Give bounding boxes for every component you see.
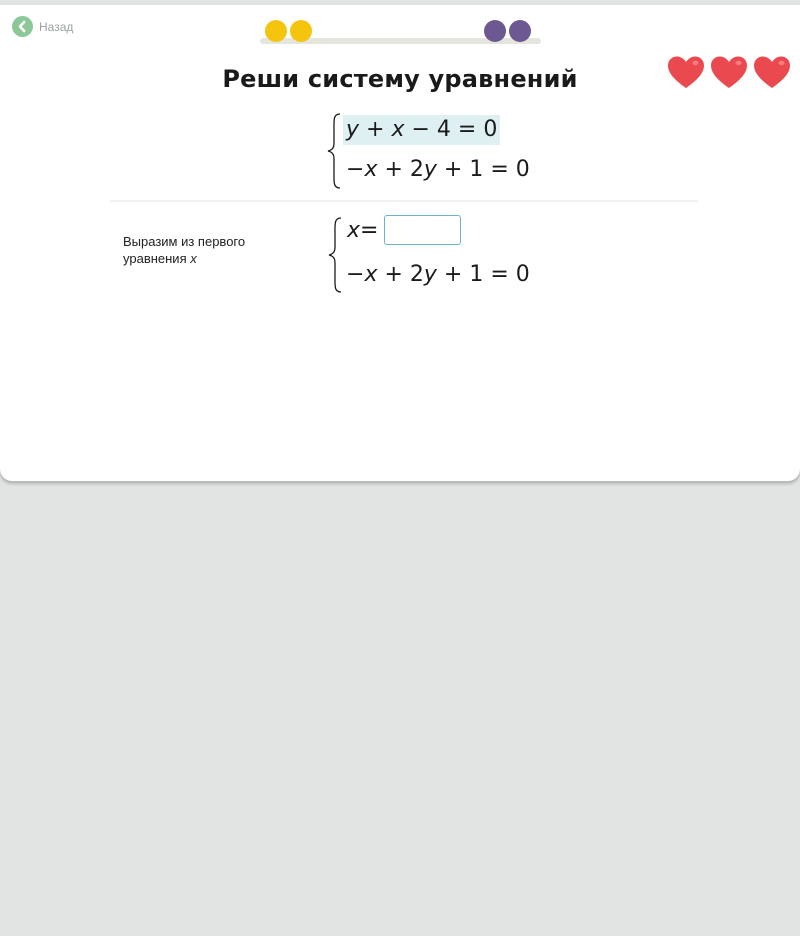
system-brace (326, 216, 344, 294)
step-instruction (123, 233, 293, 267)
var: x (364, 157, 378, 182)
progress-dot-pending (484, 20, 506, 42)
var: y (423, 157, 437, 182)
step-text: Выразим из первого уравнения (123, 234, 246, 266)
progress-dot-pending (509, 20, 531, 42)
op: + 2 (377, 262, 424, 287)
op: + 1 = 0 (436, 157, 530, 182)
back-button[interactable] (12, 16, 73, 37)
chevron-left-icon (12, 16, 33, 37)
op: − (346, 157, 365, 182)
divider (110, 200, 698, 202)
var: x (347, 218, 361, 243)
step-var: x (190, 251, 197, 266)
op: − 4 = 0 (404, 117, 498, 142)
op: − (346, 262, 365, 287)
progress-bar (258, 17, 542, 47)
page-title: Реши систему уравнений (222, 65, 578, 93)
equation-2 (346, 155, 530, 185)
var: x (391, 117, 405, 142)
answer-input[interactable] (384, 215, 461, 245)
system-brace (325, 112, 343, 190)
op: + 1 = 0 (436, 262, 530, 287)
op: = (360, 218, 379, 243)
answer-equation (347, 216, 378, 246)
var: x (364, 262, 378, 287)
progress-dot-completed (265, 20, 287, 42)
op: + (359, 117, 392, 142)
back-label: Назад (39, 19, 74, 34)
var: y (346, 117, 360, 142)
progress-dot-completed (290, 20, 312, 42)
var: y (423, 262, 437, 287)
op: + 2 (377, 157, 424, 182)
equation-2-repeat (346, 260, 530, 290)
task-card (0, 5, 800, 481)
equation-1-highlighted (343, 115, 500, 145)
